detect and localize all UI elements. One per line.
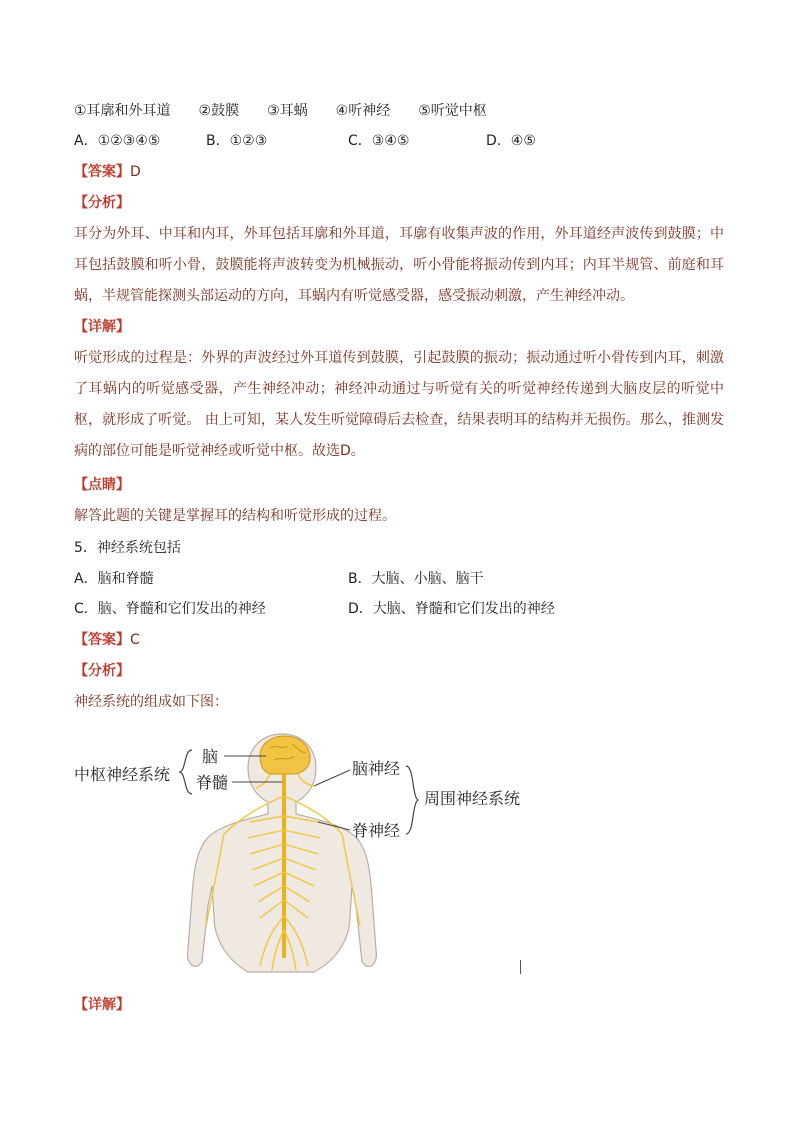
cranial-nerve-label: 脑神经 <box>352 761 401 778</box>
q5-option-c: C．脑、脊髓和它们发出的神经 <box>74 601 266 617</box>
q4-option-b: B．①②③ <box>206 133 268 149</box>
q5-option-b: B．大脑、小脑、脑干 <box>348 571 484 587</box>
q4-option-d: D．④⑤ <box>486 133 536 149</box>
q5-stem: 5．神经系统包括 <box>74 540 181 556</box>
q4-detail-text: 听觉形成的过程是：外界的声波经过外耳道传到鼓膜，引起鼓膜的振动；振动通过听小骨传到内耳，刺激了耳蜗内的听觉感受器，产生神经冲动；神经冲动通过与听觉有关的听觉神经传递到大脑皮层的听觉中枢，就形成了听觉。 由上可知，某人发生听觉障碍后去检查，结果表明耳的结构并无损伤。那么，推测发病的部位可能是听觉神经或听觉中枢。故选D。 <box>74 350 724 459</box>
answer-value: D <box>130 164 141 180</box>
q4-option-c: C．③④⑤ <box>348 133 410 149</box>
answer-tag: 【答案】 <box>74 164 130 180</box>
cranial-nerve-pointer <box>314 770 350 786</box>
spinal-nerve-label: 脊神经 <box>352 823 401 840</box>
q4-answer-row <box>74 162 141 182</box>
q5-option-a: A．脑和脊髓 <box>74 571 154 587</box>
answer-value: C <box>130 632 140 648</box>
central-nervous-system-label: 中枢神经系统 <box>74 767 171 784</box>
human-body-illustration <box>188 734 377 972</box>
nervous-system-figure <box>70 726 530 980</box>
brain-label: 脑 <box>202 749 219 766</box>
analysis-tag: 【分析】 <box>74 663 130 679</box>
spinal-cord-label: 脊髓 <box>196 775 229 792</box>
comment-tag: 【点睛】 <box>74 477 130 493</box>
text-cursor-mark <box>520 960 521 974</box>
q4-option-a: A．①②③④⑤ <box>74 133 161 149</box>
nervous-system-diagram <box>70 726 530 980</box>
q4-analysis-text: 耳分为外耳、中耳和内耳，外耳包括耳廓和外耳道，耳廓有收集声波的作用，外耳道经声波传到鼓膜；中耳包括鼓膜和听小骨，鼓膜能将声波转变为机械振动，听小骨能将振动传到内耳；内耳半规管、前庭和耳蜗，半规管能探测头部运动的方向，耳蜗内有听觉感受器，感受振动刺激，产生神经冲动。 <box>74 226 724 304</box>
answer-tag: 【答案】 <box>74 632 130 648</box>
q5-analysis-text: 神经系统的组成如下图： <box>74 694 228 710</box>
peripheral-nervous-system-label: 周围神经系统 <box>424 791 521 808</box>
detail-tag: 【详解】 <box>74 319 130 335</box>
analysis-tag: 【分析】 <box>74 195 130 211</box>
q5-answer-row <box>74 630 140 650</box>
q5-option-d: D．大脑、脊髓和它们发出的神经 <box>348 601 555 617</box>
detail-tag: 【详解】 <box>74 997 130 1013</box>
q4-items-line: ①耳廓和外耳道 ②鼓膜 ③耳蜗 ④听神经 ⑤听觉中枢 <box>74 103 487 119</box>
q4-comment-text: 解答此题的关键是掌握耳的结构和听觉形成的过程。 <box>74 508 396 524</box>
left-brace <box>180 750 192 794</box>
right-brace <box>406 766 418 834</box>
